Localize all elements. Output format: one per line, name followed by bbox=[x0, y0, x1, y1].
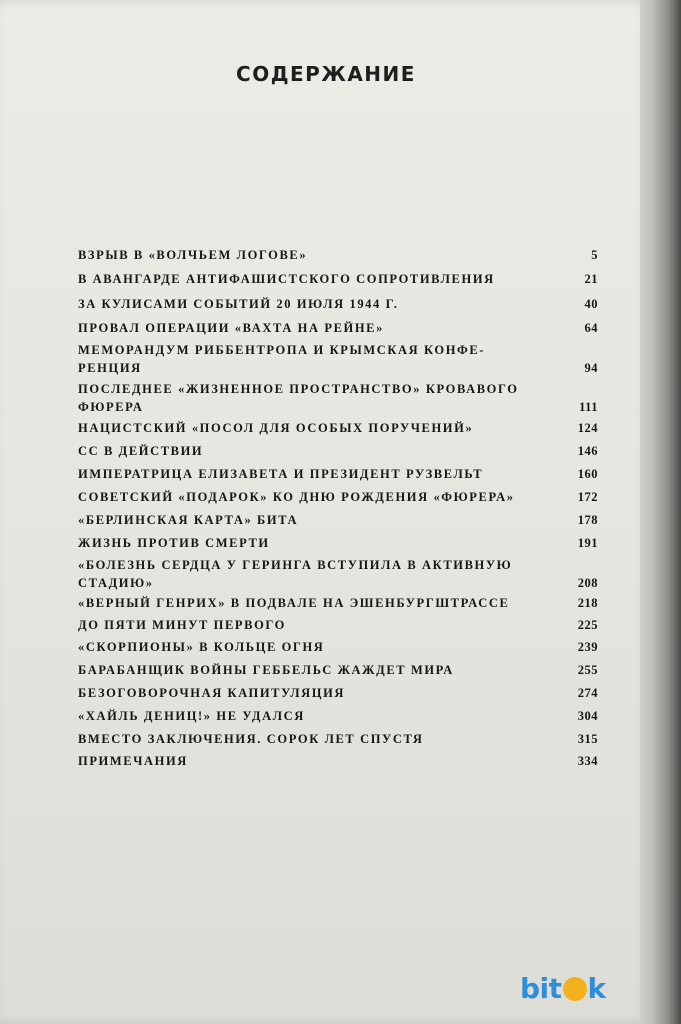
page-title: СОДЕРЖАНИЕ bbox=[236, 62, 416, 86]
toc-entry-page: 178 bbox=[577, 513, 598, 527]
toc-entry-title: «БОЛЕЗНЬ СЕРДЦА У ГЕРИНГА ВСТУПИЛА В АКТИВНУЮ СТАДИЮ» bbox=[78, 558, 513, 590]
toc-entry bbox=[78, 246, 598, 264]
toc-entry bbox=[78, 419, 598, 437]
toc-entry bbox=[78, 556, 598, 592]
watermark-text-end: k bbox=[587, 972, 606, 1005]
toc-entry-page: 225 bbox=[577, 618, 598, 632]
toc-entry bbox=[78, 295, 598, 313]
toc-entry-page: 21 bbox=[584, 272, 598, 286]
toc-entry bbox=[78, 442, 598, 460]
toc-entry-page: 274 bbox=[577, 686, 598, 700]
watermark-text: bit bbox=[520, 972, 562, 1005]
toc-entry-page: 315 bbox=[577, 732, 598, 746]
toc-entry-page: 239 bbox=[577, 640, 598, 654]
toc-entry-page: 304 bbox=[577, 709, 598, 723]
toc-entry bbox=[78, 341, 598, 377]
toc-entry bbox=[78, 752, 598, 770]
toc-entry-title: СОВЕТСКИЙ «ПОДАРОК» КО ДНЮ РОЖДЕНИЯ «ФЮРЕРА» bbox=[78, 490, 515, 504]
toc-entry-page: 191 bbox=[577, 536, 598, 550]
toc-entry bbox=[78, 707, 598, 725]
toc-entry-title: «БЕРЛИНСКАЯ КАРТА» БИТА bbox=[78, 513, 299, 527]
toc-entry-page: 146 bbox=[577, 444, 598, 458]
toc-entry-title: В АВАНГАРДЕ АНТИФАШИСТСКОГО СОПРОТИВЛЕНИЯ bbox=[78, 272, 495, 286]
toc-entry-title: ИМПЕРАТРИЦА ЕЛИЗАВЕТА И ПРЕЗИДЕНТ РУЗВЕЛЬТ bbox=[78, 467, 484, 481]
toc-entry-title: ПРИМЕЧАНИЯ bbox=[78, 754, 188, 768]
toc-entry bbox=[78, 488, 598, 506]
toc-entry-title: «ХАЙЛЬ ДЕНИЦ!» НЕ УДАЛСЯ bbox=[78, 709, 305, 723]
toc-entry-page: 255 bbox=[577, 663, 598, 677]
toc-entry-title: «СКОРПИОНЫ» В КОЛЬЦЕ ОГНЯ bbox=[78, 640, 325, 654]
toc-entry-title: ДО ПЯТИ МИНУТ ПЕРВОГО bbox=[78, 618, 286, 632]
toc-entry-page: 218 bbox=[577, 596, 598, 610]
toc-entry-page: 334 bbox=[577, 754, 598, 768]
toc-entry-title: НАЦИСТСКИЙ «ПОСОЛ ДЛЯ ОСОБЫХ ПОРУЧЕНИЙ» bbox=[78, 421, 474, 435]
toc-entry-page: 172 bbox=[577, 490, 598, 504]
toc-entry bbox=[78, 661, 598, 679]
toc-entry bbox=[78, 270, 598, 288]
toc-entry-title: ЗА КУЛИСАМИ СОБЫТИЙ 20 ИЮЛЯ 1944 Г. bbox=[78, 297, 399, 311]
toc-entry-page: 160 bbox=[577, 467, 598, 481]
toc-entry-title: «ВЕРНЫЙ ГЕНРИХ» В ПОДВАЛЕ НА ЭШЕНБУРГШТРАССЕ bbox=[78, 596, 510, 610]
toc-entry-title: СС В ДЕЙСТВИИ bbox=[78, 444, 204, 458]
toc-entry bbox=[78, 730, 598, 748]
toc-entry-page: 64 bbox=[584, 321, 598, 335]
toc-entry-title: МЕМОРАНДУМ РИББЕНТРОПА И КРЫМСКАЯ КОНФЕ-РЕНЦИЯ bbox=[78, 343, 486, 375]
toc-entry-page: 111 bbox=[579, 400, 598, 414]
toc-entry-title: БЕЗОГОВОРОЧНАЯ КАПИТУЛЯЦИЯ bbox=[78, 686, 346, 700]
toc-entry-title: БАРАБАНЩИК ВОЙНЫ ГЕББЕЛЬС ЖАЖДЕТ МИРА bbox=[78, 663, 454, 677]
toc-entry-title: ВМЕСТО ЗАКЛЮЧЕНИЯ. СОРОК ЛЕТ СПУСТЯ bbox=[78, 732, 424, 746]
toc-entry-page: 208 bbox=[577, 576, 598, 590]
toc-entry-page: 94 bbox=[584, 361, 598, 375]
toc-entry-page: 40 bbox=[584, 297, 598, 311]
toc-entry bbox=[78, 380, 598, 416]
toc-entry-title: ВЗРЫВ В «ВОЛЧЬЕМ ЛОГОВЕ» bbox=[78, 248, 308, 262]
toc-entry bbox=[78, 465, 598, 483]
toc-entry-title: ЖИЗНЬ ПРОТИВ СМЕРТИ bbox=[78, 536, 270, 550]
watermark-logo bbox=[520, 972, 670, 1012]
toc-entry bbox=[78, 534, 598, 552]
logo-circle-icon bbox=[563, 977, 587, 1001]
toc-entry bbox=[78, 511, 598, 529]
toc-entry-page: 5 bbox=[591, 248, 598, 262]
toc-entry-page: 124 bbox=[577, 421, 598, 435]
toc-entry-title: ПРОВАЛ ОПЕРАЦИИ «ВАХТА НА РЕЙНЕ» bbox=[78, 321, 384, 335]
book-spine bbox=[640, 0, 681, 1024]
toc-entry-title: ПОСЛЕДНЕЕ «ЖИЗНЕННОЕ ПРОСТРАНСТВО» КРОВАВОГО ФЮРЕРА bbox=[78, 382, 519, 414]
toc-entry bbox=[78, 684, 598, 702]
toc-entry bbox=[78, 594, 598, 612]
toc-entry bbox=[78, 616, 598, 634]
toc-entry bbox=[78, 319, 598, 337]
toc-entry bbox=[78, 638, 598, 656]
